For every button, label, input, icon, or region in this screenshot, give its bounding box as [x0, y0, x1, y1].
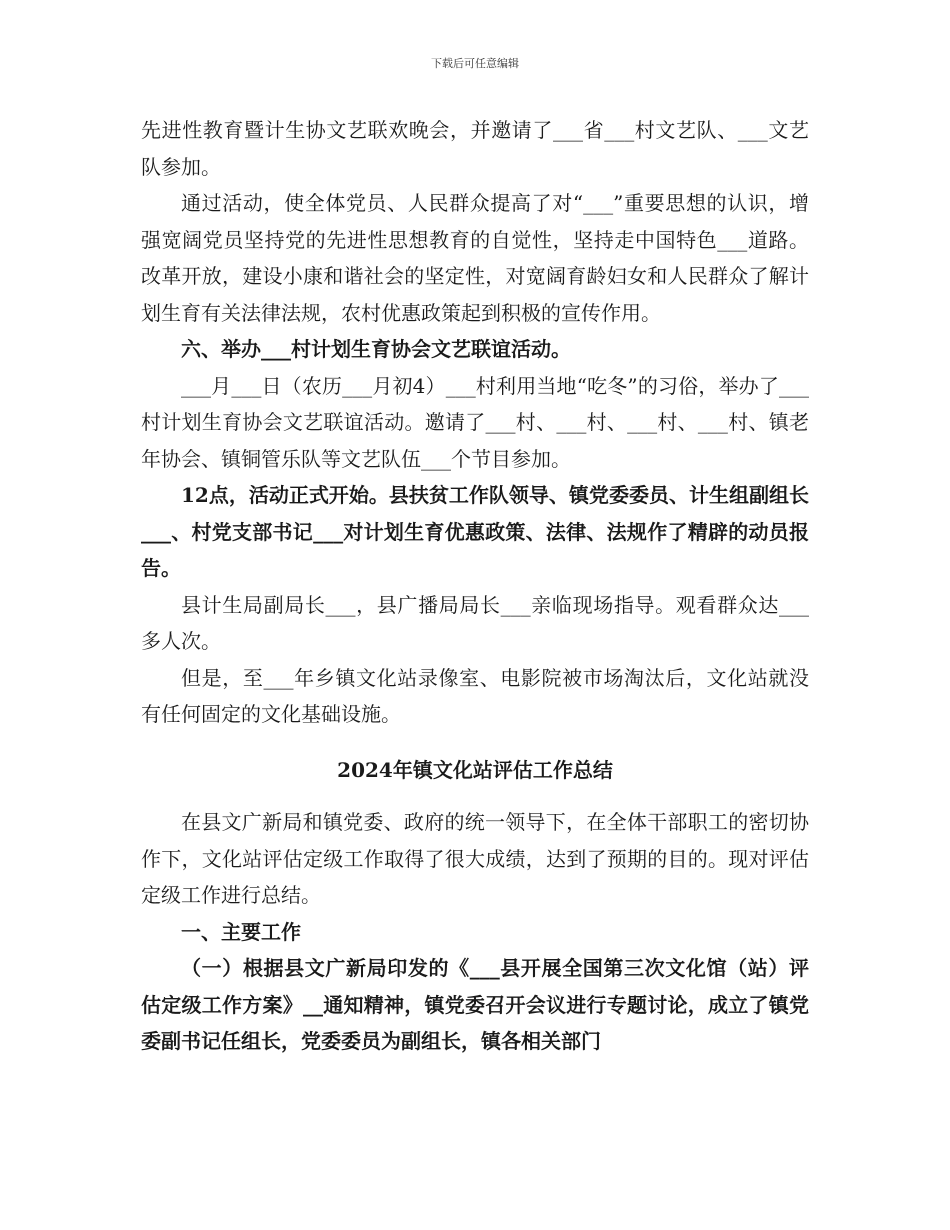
page-header: 下载后可任意编辑 — [431, 57, 519, 70]
document-title: 2024年镇文化站评估工作总结 — [337, 757, 613, 782]
paragraph-7: 在县文广新局和镇党委、政府的统一领导下，在全体干部职工的密切协作下，文化站评估定级工作取得了很大成绩，达到了预期的目的。现对评估定级工作进行总结。 — [141, 810, 809, 907]
paragraph-3: ___月___日（农历___月初4）___村利用当地“吃冬”的习俗，举办了___村计划生育协会文艺联谊活动。邀请了___村、___村、___村、___村、镇老年协会、镇铜管乐队等文艺队伍___个节目参加。 — [141, 373, 809, 471]
section-heading-6: 六、举办___村计划生育协会文艺联谊活动。 — [181, 337, 571, 361]
paragraph-5: 县计生局副局长___，县广播局局长___亲临现场指导。观看群众达___多人次。 — [141, 592, 809, 653]
paragraph-4: 12点，活动正式开始。县扶贫工作队领导、镇党委委员、计生组副组长___、村党支部书记___对计划生育优惠政策、法律、法规作了精辟的动员报告。 — [141, 483, 809, 580]
paragraph-6: 但是，至___年乡镇文化站录像室、电影院被市场淘汰后，文化站就没有任何固定的文化基础设施。 — [141, 665, 809, 726]
paragraph-2: 通过活动，使全体党员、人民群众提高了对“___”重要思想的认识，增强宽阔党员坚持党的先进性思想教育的自觉性，坚持走中国特色___道路。改革开放，建设小康和谐社会的坚定性，对宽阔育龄妇女和人民群众了解计划生育有关法律法规，农村优惠政策起到积极的宣传作用。 — [141, 191, 809, 325]
document-body — [141, 112, 809, 1060]
section-heading-1: 一、主要工作 — [181, 919, 301, 944]
paragraph-8: （一）根据县文广新局印发的《___县开展全国第三次文化馆（站）评估定级工作方案》__通知精神，镇党委召开会议进行专题讨论，成立了镇党委副书记任组长，党委委员为副组长，镇各相关部门 — [141, 956, 809, 1053]
paragraph-1: 先进性教育暨计生协文艺联欢晚会，并邀请了___省___村文艺队、___文艺队参加。 — [141, 118, 809, 179]
